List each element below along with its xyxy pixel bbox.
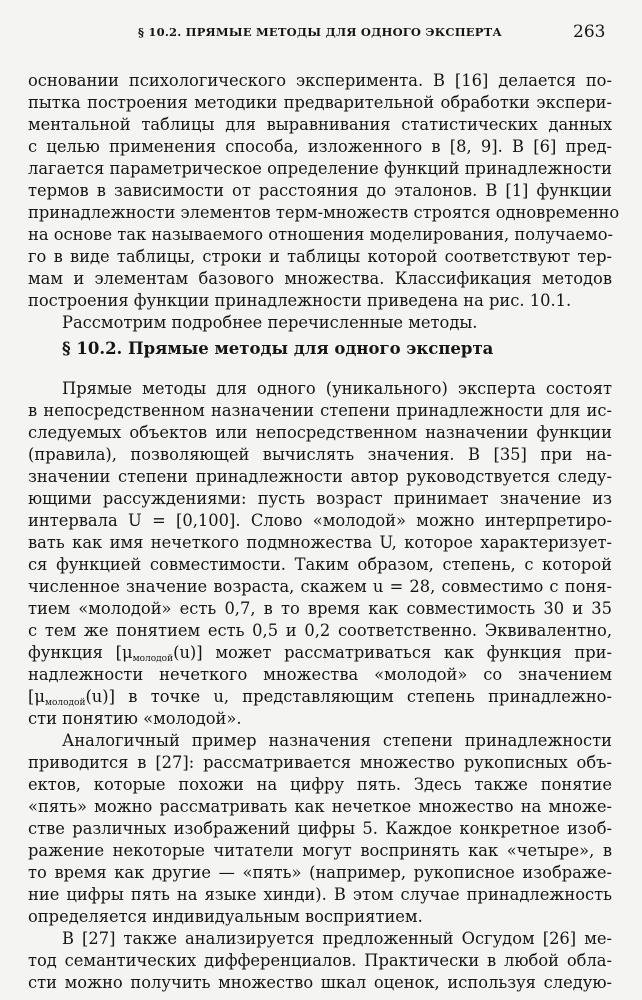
text-line: построения функции принадлежности приведена на рис. 10.1. (28, 291, 572, 310)
text-line: термов в зависимости от расстояния до эталонов. В [1] функции (28, 181, 612, 200)
text-fragment: (u)] может рассматриваться как функция при- (173, 643, 612, 662)
text-line: тод семантических дифференциалов. Практически в любой обла- (28, 951, 612, 970)
text-line: ющими рассуждениями: пусть возраст принимает значение из (28, 489, 612, 508)
text-line: Аналогичный пример назначения степени принадлежности (62, 731, 612, 750)
text-line: вать как имя нечеткого подмножества U, которое характеризует- (28, 533, 612, 552)
text-line: то время как другие — «пять» (например, рукописное изображе- (28, 863, 612, 882)
text-line: приводится в [27]: рассматривается множество рукописных объ- (28, 753, 612, 772)
text-line: Рассмотрим подробнее перечисленные методы. (62, 313, 478, 332)
text-line: го в виде таблицы, строки и таблицы которой соответствуют тер- (28, 247, 612, 266)
text-line: стве различных изображений цифры 5. Каждое конкретное изоб- (28, 819, 612, 838)
text-line: тием «молодой» есть 0,7, в то время как совместимость 30 и 35 (28, 599, 612, 618)
text-line: В [27] также анализируется предложенный Осгудом [26] ме- (62, 929, 612, 948)
text-line: ражение некоторые читатели могут воспринять как «четыре», в (28, 841, 612, 860)
text-line: сти понятию «молодой». (28, 709, 242, 728)
text-line: лагается параметрическое определение функций принадлежности (28, 159, 612, 178)
text-line: ся функцией совместимости. Таким образом, степень, с которой (28, 555, 612, 574)
text-line: численное значение возраста, скажем u = 28, совместимо с поня- (28, 577, 612, 596)
text-line: основании психологического эксперимента. В [16] делается по- (28, 71, 612, 90)
text-line: пытка построения методики предварительной обработки экспери- (28, 93, 612, 112)
subscript: молодой (44, 698, 86, 708)
section-heading: § 10.2. Прямые методы для одного эксперта (62, 339, 494, 358)
text-line-with-formula (28, 642, 612, 664)
text-line: значении степени принадлежности автор руководствуется следу- (28, 467, 612, 486)
text-line: принадлежности элементов терм-множеств строятся одновременно (28, 203, 620, 222)
subscript: молодой (132, 654, 174, 664)
text-line: следуемых объектов или непосредственном назначении функции (28, 423, 612, 442)
text-fragment: функция [μ (28, 643, 133, 662)
text-line: ние цифры пять на языке хинди). В этом случае принадлежность (28, 885, 612, 904)
text-line: в непосредственном назначении степени принадлежности для ис- (28, 401, 612, 420)
text-line: (правила), позволяющей вычислять значения. В [35] при на- (28, 445, 612, 464)
text-line: сти можно получить множество шкал оценок, используя следую- (28, 973, 612, 992)
text-line: ментальной таблицы для выравнивания статистических данных (28, 115, 612, 134)
text-line: мам и элементам базового множества. Классификация методов (28, 269, 612, 288)
text-line: Прямые методы для одного (уникального) эксперта состоят (62, 379, 612, 398)
page-number: 263 (573, 22, 606, 42)
text-fragment: (u)] в точке u, представляющим степень принадлежно- (85, 687, 612, 706)
text-line: надлежности нечеткого множества «молодой» со значением (28, 665, 612, 684)
text-line: интервала U = [0,100]. Слово «молодой» можно интерпретиро- (28, 511, 612, 530)
text-line-with-formula (28, 686, 612, 708)
text-line: с целью применения способа, изложенного в [8, 9]. В [6] пред- (28, 137, 612, 156)
text-fragment: [μ (28, 687, 45, 706)
text-line: ектов, которые похожи на цифру пять. Здесь также понятие (28, 775, 612, 794)
text-line: «пять» можно рассматривать как нечеткое множество на множе- (28, 797, 612, 816)
text-line: с тем же понятием есть 0,5 и 0,2 соответственно. Эквивалентно, (28, 621, 612, 640)
text-line: определяется индивидуальным восприятием. (28, 907, 423, 926)
text-line: на основе так называемого отношения моделирования, получаемо- (28, 225, 614, 244)
running-head (0, 22, 642, 48)
running-head-title: § 10.2. ПРЯМЫЕ МЕТОДЫ ДЛЯ ОДНОГО ЭКСПЕРТА (138, 25, 502, 39)
